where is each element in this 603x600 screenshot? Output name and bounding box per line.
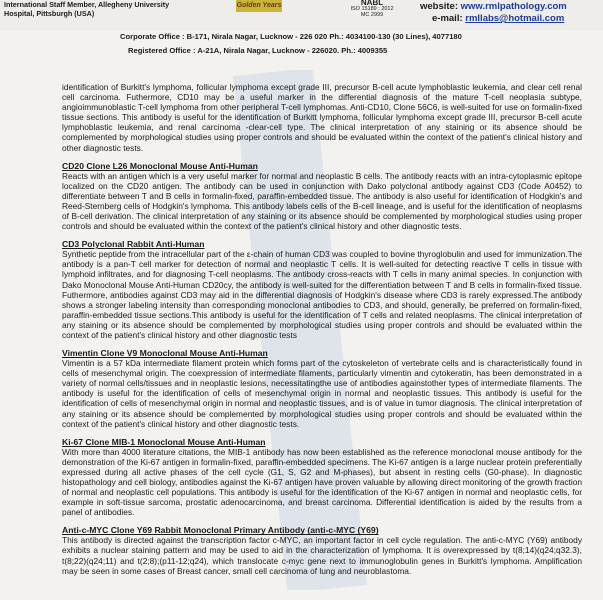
- affiliation-block: [4, 0, 169, 18]
- nabl-accreditation-mark: [350, 0, 394, 26]
- section-title-c-myc: Anti-c-MYC Clone Y69 Rabbit Monoclonal Primary Antibody (anti-c-MYC (Y69): [62, 525, 379, 536]
- report-body: [62, 82, 582, 576]
- section-title-vimentin: Vimentin Clone V9 Monoclonal Mouse Anti-Human: [62, 348, 268, 359]
- section-text-cd20: Reacts with an antigen which is a very useful marker for normal and neoplastic B cells. The antibody reacts with an intra-cytoplasmic epitope localized on the CD20 antigen. The antibody can be used in conjunction with Dako polyclonal antibody against CD3 (Code A0452) to differentiate between T and B cells in formalin-fixed, paraffin-embedded tissue. The antibody is also useful for identification of Hodgkin's and Reed-Sternberg cells of Hodgkin's lymphoma. This antibody labels cells of the B-cell lineage, and is useful for the identification of neoplasms of B-cell derivation. The clinical interpretation of any staining or its absence should be complemented by morphological studies using proper controls and should be evaluated within the context of the patient's clinical history and other diagnostic tests.: [62, 170, 582, 232]
- website-label: website:: [420, 1, 459, 12]
- nabl-iso-line: ISO 15189 : 2012: [350, 6, 394, 13]
- email-link[interactable]: rmllabs@hotmail.com: [465, 13, 565, 24]
- intro-paragraph: identification of Burkitt's lymphoma, follicular lymphoma except grade III, precursor B-cell acute lymphoblastic leukemia, and clear cell renal cell carcinoma. Futhermore, CD10 may be a useful marker in the differential diagnosis of the mature T-cell neoplasia subtype, angioimmunoblastic T-cell lymphoma from other peripheral T-cell lymphomas. Anti-CD10, Clone 56C6, is well-suited for use on formalin-fixed tissue sections. This antibody is useful for the identification of Burkitt lymphoma, follicular lymphoma except grade III, precursor B-cell acute lymphoblastic leukemia, and renal carcinoma -clear-cell type. The clinical interpretation of any staining or its absence should be complemented by morphological studies using proper controls and should be evaluated within the context of the patient's clinical history and other diagnostic tests.: [62, 82, 582, 153]
- affiliation-line-1: International Staff Member, Allegheny University: [4, 0, 170, 9]
- section-text-c-myc: This antibody is directed against the transcription factor c-MYC, an important factor in cell cycle regulation. The anti-c-MYC (Y69) antibody exhibits a nuclear staining pattern and may be used to aid in the characterization of lymphoma. It is overexpressed by t(8;14)(q24;q32.3), t(8;22)(q24;11) and t(2;8);(p11-12;q24), which translocate c-myc gene next to immunoglobulin genes in Burkitt's lymphoma. Amplification may be seen in some cases of Breast cancer, small cell carcinoma of lung and neuroblastoma.: [62, 535, 582, 576]
- website-link[interactable]: www.rmlpathology.com: [460, 1, 567, 12]
- section-text-vimentin: Vimentin is a 57 kDa intermediate filament protein which forms part of the cytoskeleton of vertebrate cells and is characteristically found in cells of mesenchymal origin. The coexpression of intermediate filaments, particularly vimentin and cytokeratin, has been demonstrated in a variety of normal cells/tissues and in neoplastic lesions, necessitatingthe use of antibodies againstother types of intermediate filaments. The antibody is useful for the identification of cells of mesenchymal origin in normal and neoplastic tissues. This antibody is useful for the identification of cells of mesenchymal origin in normal and neoplastic tissues, and is of value in tumor diagnosis. The clinical interpretation of any staining or its absence should be complemented by morphological studies using proper controls and should be evaluated within the context of the patient's clinical history and other diagnostic tests.: [62, 358, 582, 429]
- section-title-ki67: Ki-67 Clone MIB-1 Monoclonal Mouse Anti-Human: [62, 436, 266, 447]
- corporate-office: Corporate Office : B-171, Nirala Nagar, Lucknow - 226 020 Ph.: 4034100-130 (30 Lines), 4077180: [120, 32, 462, 41]
- email-label: e-mail:: [432, 13, 463, 24]
- nabl-title: NABL: [360, 0, 384, 7]
- affiliation-line-2: Hospital, Pittsburgh (USA): [4, 9, 95, 18]
- golden-years-logo: Golden Years: [236, 0, 282, 12]
- letterhead: [0, 0, 603, 30]
- section-text-cd3: Synthetic peptide from the intracellular part of the ε-chain of human CD3 was coupled to bovine thyroglobulin and used for immunization.The antibody is a pan-T cell marker for detection of normal and neoplastic T cells. It is well-suited for detecting reactive T cells in tissue with lymphoid infiltrates, and for diagnosing T-cell neoplasms. The antibody cross-reacts with T cells in many animal species. In conjunction with Dako Monoclonal Mouse Anti-Human CD20cy, the antibody is well-suited for the differentiation between T and B cells in formalin-fixed tissue. Futhermore, antibodies against CD3 may aid in the differential diagnosis of Hodgkin's disease where CD3 is rarely expressed.The antibody shows a stronger labeling intensity than corresponding monoclonal antibodies to CD3, and should, generally, be preferred on formalin-fixed, paraffin-embedded tissue sections.This antibody is useful for the identification of T cells and related neoplasms. The clinical interpretation of any staining or its absence should be complemented by morphological studies using proper controls and should be evaluated within the context of the patient's clinical history and other diagnostic tests: [62, 249, 582, 340]
- registered-office: Registered Office : A-21A, Nirala Nagar, Lucknow - 226020. Ph.: 4009355: [128, 46, 388, 55]
- section-text-ki67: With more than 4000 literature citations, the MIB-1 antibody has now been established as the reference monoclonal mouse antibody for the demonstration of the Ki-67 antigen in formalin-fixed, paraffin-embedded specimens. The Ki-67 antigen is a large nuclear protein preferentially expressed during all active phases of the cell cycle (G1, S, G2 and M-phases), but absent in resting cells (G0-phase). In diagnostic histopathology and cell biology, antibodies against the Ki-67 antigen have proven valuable by allowing direct monitoring of the growth fraction of normal and neoplastic cell populations. This antibody is useful for the identification of the Ki-67 antigen in normal and neoplastic cells, for example in soft-tissue sarcoma, prostatic adenocarcinoma, and breast carcinoma. Differential identification is aided by the results from a panel of antibodies.: [62, 446, 582, 518]
- section-title-cd20: CD20 Clone L26 Monoclonal Mouse Anti-Human: [62, 160, 258, 171]
- section-title-cd3: CD3 Polyclonal Rabbit Anti-Human: [62, 239, 205, 250]
- nabl-cert-line: MC 2999: [360, 12, 384, 19]
